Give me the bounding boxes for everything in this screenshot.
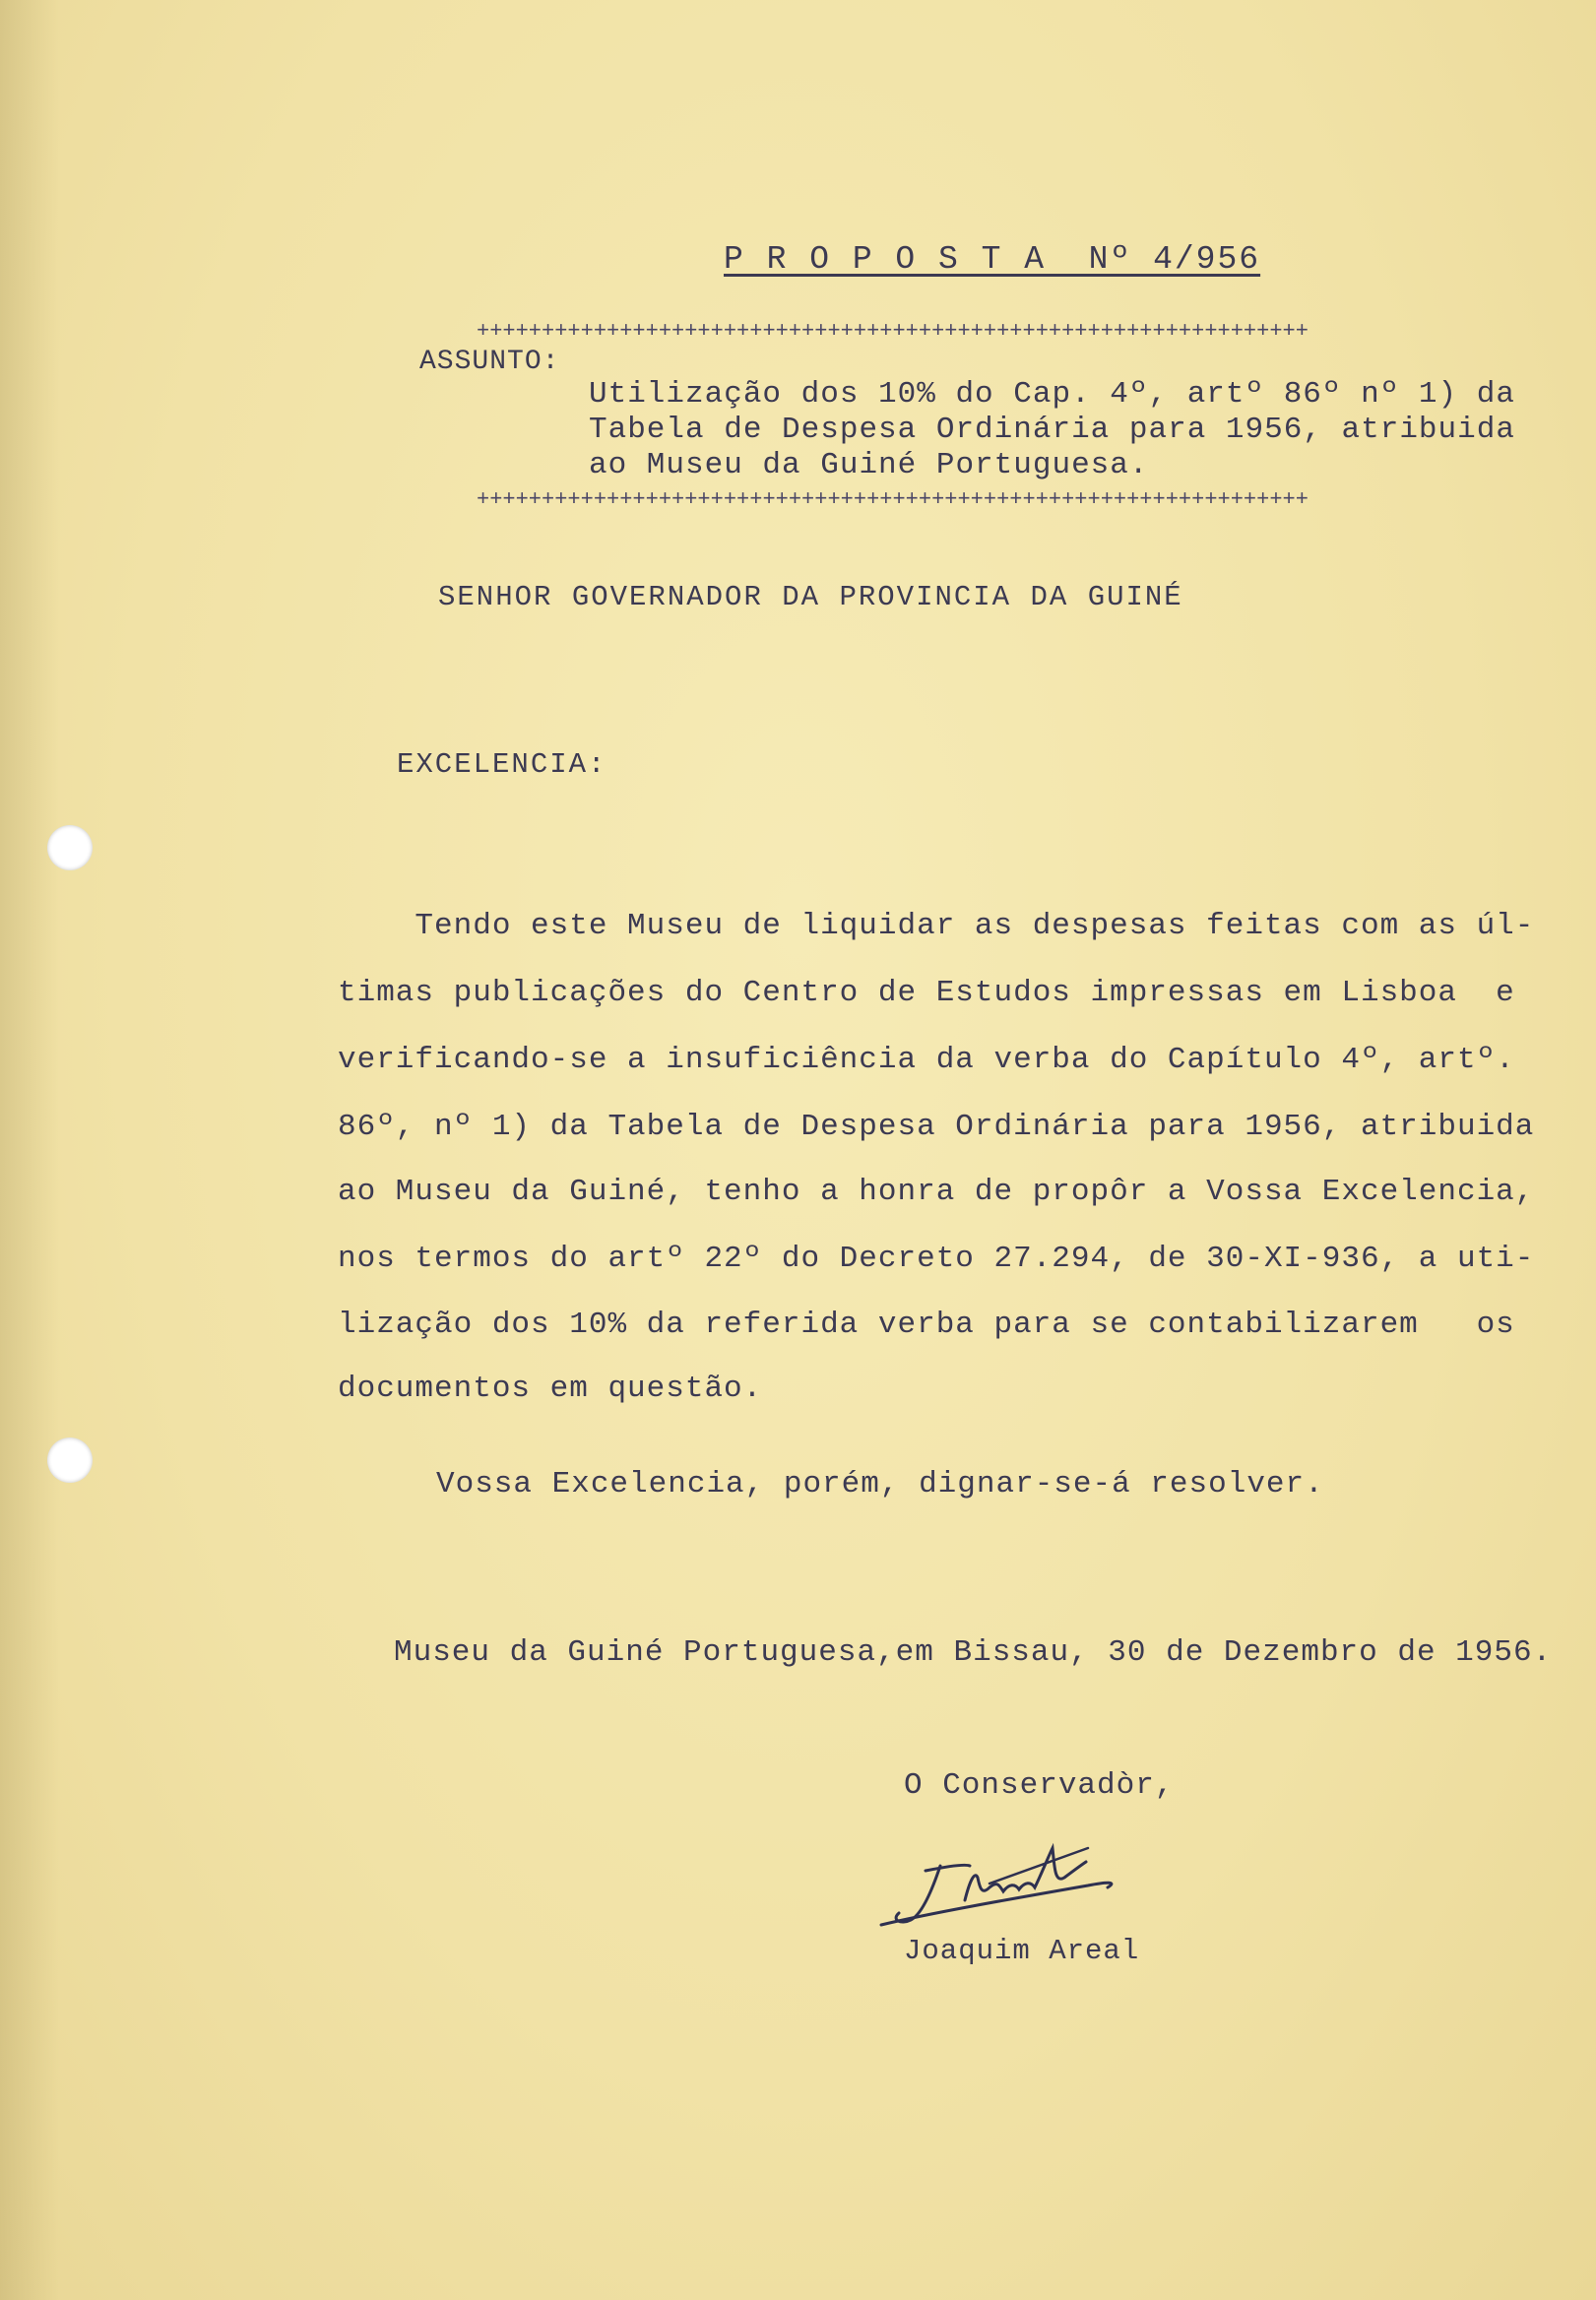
subject-line-2: Tabela de Despesa Ordinária para 1956, atribuida <box>589 413 1515 447</box>
body-line-8: documentos em questão. <box>338 1372 763 1406</box>
subject-line-3: ao Museu da Guiné Portuguesa. <box>589 448 1149 482</box>
salutation: EXCELENCIA: <box>397 748 607 781</box>
addressee: SENHOR GOVERNADOR DA PROVINCIA DA GUINÉ <box>438 581 1183 613</box>
body-line-7: lização dos 10% da referida verba para se contabilizarem os <box>338 1308 1515 1342</box>
page-edge-shadow <box>0 0 59 2300</box>
body-line-6: nos termos do artº 22º do Decreto 27.294, de 30-XI-936, a uti- <box>338 1242 1535 1276</box>
handwritten-signature <box>871 1826 1196 1945</box>
body-line-2: timas publicações do Centro de Estudos impressas em Lisboa e <box>338 976 1515 1010</box>
subject-label: ASSUNTO: <box>419 347 560 377</box>
body-line-3: verificando-se a insuficiência da verba do Capítulo 4º, artº. <box>338 1043 1515 1077</box>
body-line-5: ao Museu da Guiné, tenho a honra de propôr a Vossa Excelencia, <box>338 1175 1535 1209</box>
punch-hole-top <box>47 825 93 870</box>
body-line-4: 86º, nº 1) da Tabela de Despesa Ordinária para 1956, atribuida <box>338 1110 1535 1144</box>
place-date: Museu da Guiné Portuguesa,em Bissau, 30 de Dezembro de 1956. <box>394 1635 1553 1670</box>
closing-line: Vossa Excelencia, porém, dignar-se-á resolver. <box>436 1467 1324 1501</box>
proposal-title: P R O P O S T A Nº 4/956 <box>724 241 1261 278</box>
signatory-title: O Conservadòr, <box>904 1768 1175 1803</box>
subject-line-1: Utilização dos 10% do Cap. 4º, artº 86º nº 1) da <box>589 377 1515 412</box>
punch-hole-bottom <box>47 1438 93 1483</box>
signatory-name: Joaquim Areal <box>904 1935 1140 1967</box>
separator-bottom: ++++++++++++++++++++++++++++++++++++++++++++++++++++++++++++++++ <box>477 487 1309 512</box>
separator-top: ++++++++++++++++++++++++++++++++++++++++++++++++++++++++++++++++ <box>477 319 1309 344</box>
body-line-1: Tendo este Museu de liquidar as despesas feitas com as úl- <box>338 909 1535 943</box>
